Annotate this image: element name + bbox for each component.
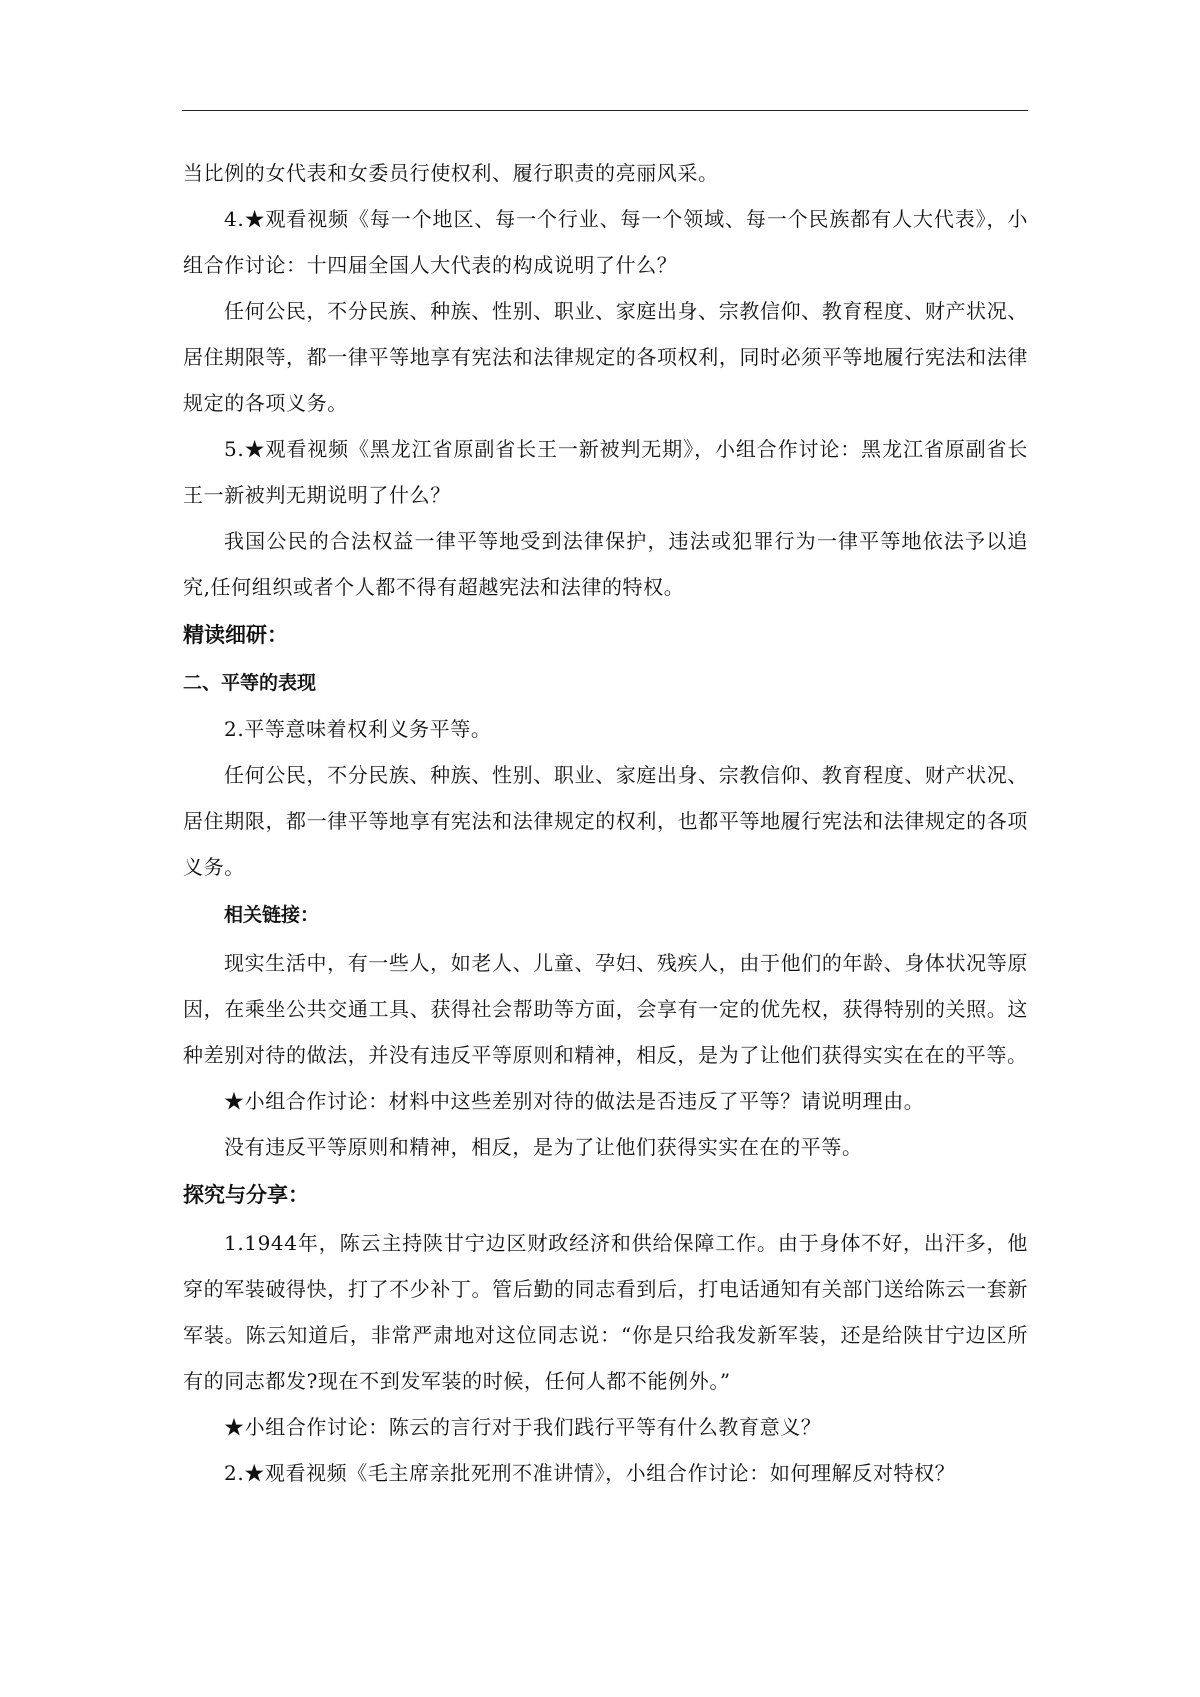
paragraph-discussion-answer: 没有违反平等原则和精神，相反，是为了让他们获得实实在在的平等。 [224,1135,863,1159]
subsection-heading-equality: 二、平等的表现 [183,672,317,694]
paragraph-continuation: 当比例的女代表和女委员行使权利、履行职责的亮丽风采。 [183,161,719,185]
header-rule [182,110,1028,111]
paragraph-chenyun-story: 1.1944年，陈云主持陕甘宁边区财政经济和供给保障工作。由于身体不好，出汗多，他穿的军装破得快，打了不少补丁。管后勤的同志看到后，打电话通知有关部门送给陈云一套新军装。陈云知道后，非常严肃地对这位同志说：“你是只给我发新军装，还是给陕甘宁边区所有的同志都发?现在不到发军装的时候，任何人都不能例外。” [183,1231,1028,1393]
paragraph-rights-duties: 任何公民，不分民族、种族、性别、职业、家庭出身、宗教信仰、教育程度、财产状况、居住期限，都一律平等地享有宪法和法律规定的权利，也都平等地履行宪法和法律规定的各项义务。 [183,763,1028,879]
paragraph-answer-5: 我国公民的合法权益一律平等地受到法律保护，违法或犯罪行为一律平等地依法予以追究,任何组织或者个人都不得有超越宪法和法律的特权。 [183,529,1028,599]
related-links-heading: 相关链接： [224,904,320,926]
section-heading-explore-share: 探究与分享： [183,1183,309,1207]
paragraph-item-4: 4.★观看视频《每一个地区、每一个行业、每一个领域、每一个民族都有人大代表》，小组合作讨论：十四届全国人大代表的构成说明了什么？ [183,207,1028,277]
document-body [183,150,1028,1496]
paragraph-related-material: 现实生活中，有一些人，如老人、儿童、孕妇、残疾人，由于他们的年龄、身体状况等原因，在乘坐公共交通工具、获得社会帮助等方面，会享有一定的优先权，获得特别的关照。这种差别对待的做法，并没有违反平等原则和精神，相反，是为了让他们获得实实在在的平等。 [183,951,1028,1067]
paragraph-item-5: 5.★观看视频《黑龙江省原副省长王一新被判无期》，小组合作讨论：黑龙江省原副省长王一新被判无期说明了什么？ [183,437,1028,507]
section-heading-close-reading: 精读细研： [183,623,288,647]
paragraph-point-2: 2.平等意味着权利义务平等。 [224,717,492,741]
paragraph-answer-4: 任何公民，不分民族、种族、性别、职业、家庭出身、宗教信仰、教育程度、财产状况、居住期限等，都一律平等地享有宪法和法律规定的各项权利，同时必须平等地履行宪法和法律规定的各项义务。 [183,299,1028,415]
paragraph-chenyun-question: ★小组合作讨论：陈云的言行对于我们践行平等有什么教育意义？ [224,1415,822,1439]
paragraph-discussion-question: ★小组合作讨论：材料中这些差别对待的做法是否违反了平等？请说明理由。 [224,1089,925,1113]
paragraph-item-2-video: 2.★观看视频《毛主席亲批死刑不准讲情》，小组合作讨论：如何理解反对特权？ [224,1461,956,1485]
